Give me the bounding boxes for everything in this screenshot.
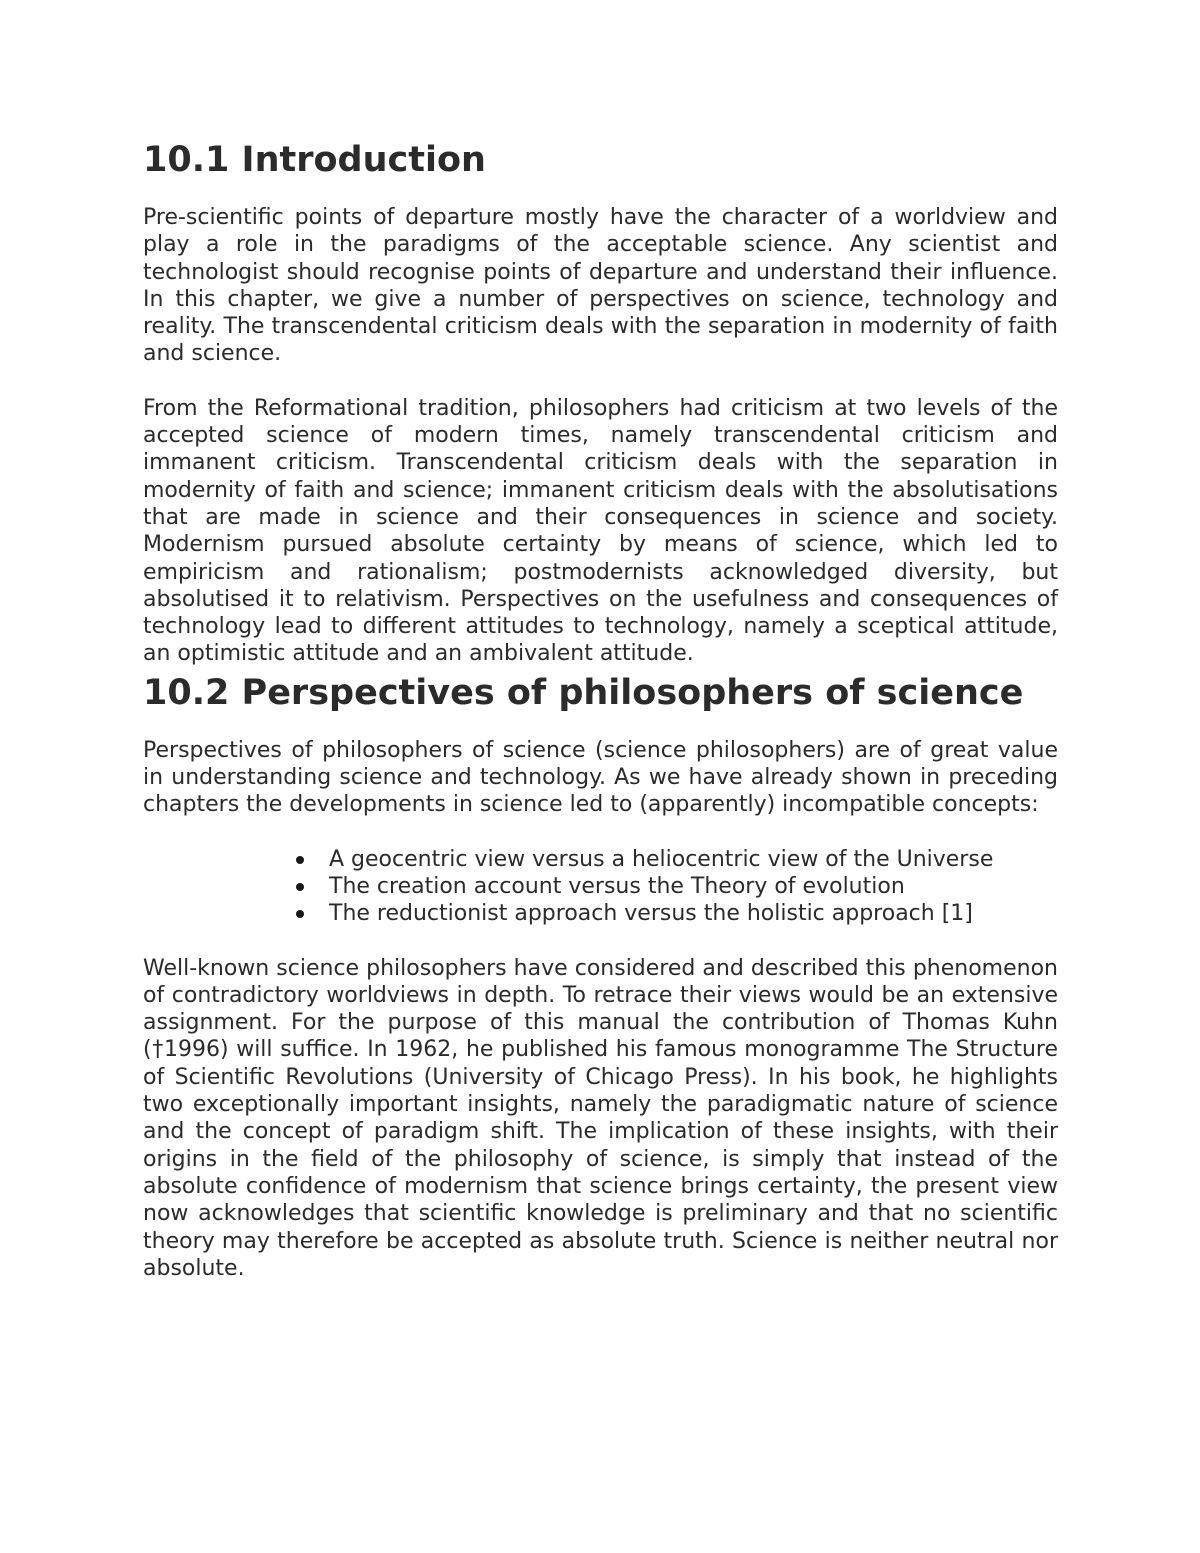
- bullet-item: [293, 873, 1058, 900]
- bullet-dot-icon: [296, 883, 304, 891]
- paragraph-gap: [143, 928, 1058, 955]
- paragraph-gap: [143, 368, 1058, 395]
- bullet-item: [293, 900, 1058, 927]
- bullet-item: [293, 846, 1058, 873]
- paragraph-gap: [143, 819, 1058, 846]
- bullet-dot-icon: [296, 856, 304, 864]
- section-heading-introduction: 10.1 Introduction: [143, 140, 486, 180]
- document-page: [143, 138, 1058, 1282]
- paragraph-intro-2: From the Reformational tradition, philosophers had criticism at two levels of the accepted science of modern times, namely transcendental criticism and immanent criticism. Transcendental criticism deals with the separation in modernity of faith and science; immanent criticism deals with the absolutisations that are made in science and their consequences in science and society. Modernism pursued absolute certainty by means of science, which led to empiricism and rationalism; postmodernists acknowledged diversity, but absolutised it to relativism. Perspectives on the usefulness and consequences of technology lead to different attitudes to technology, namely a sceptical attitude, an optimistic attitude and an ambivalent attitude.: [143, 395, 1058, 667]
- paragraph-intro-1: Pre-scientific points of departure mostly have the character of a worldview and play a role in the paradigms of the acceptable science. Any scientist and technologist should recognise points of departure and understand their influence. In this chapter, we give a number of perspectives on science, technology and reality. The transcendental criticism deals with the separation in modernity of faith and science.: [143, 205, 1058, 367]
- bullet-text: The reductionist approach versus the holistic approach [1]: [329, 901, 973, 927]
- concept-bullet-list: [143, 846, 1058, 928]
- paragraph-perspectives-intro: Perspectives of philosophers of science (science philosophers) are of great value in understanding science and technology. As we have already shown in preceding chapters the developments in science led to (apparently) incompatible concepts:: [143, 737, 1058, 818]
- paragraph-kuhn: Well-known science philosophers have considered and described this phenomenon of contradictory worldviews in depth. To retrace their views would be an extensive assignment. For the purpose of this manual the contribution of Thomas Kuhn (†1996) will suffice. In 1962, he published his famous monogramme The Structure of Scientific Revolutions (University of Chicago Press). In his book, he highlights two exceptionally important insights, namely the paradigmatic nature of science and the concept of paradigm shift. The implication of these insights, with their origins in the field of the philosophy of science, is simply that instead of the absolute confidence of modernism that science brings certainty, the present view now acknowledges that scientific knowledge is preliminary and that no scientific theory may therefore be accepted as absolute truth. Science is neither neutral nor absolute.: [143, 955, 1058, 1281]
- section-heading-perspectives: 10.2 Perspectives of philosophers of science: [143, 672, 1024, 713]
- bullet-text: A geocentric view versus a heliocentric view of the Universe: [329, 846, 994, 872]
- bullet-dot-icon: [296, 910, 304, 918]
- bullet-text: The creation account versus the Theory of evolution: [329, 873, 905, 899]
